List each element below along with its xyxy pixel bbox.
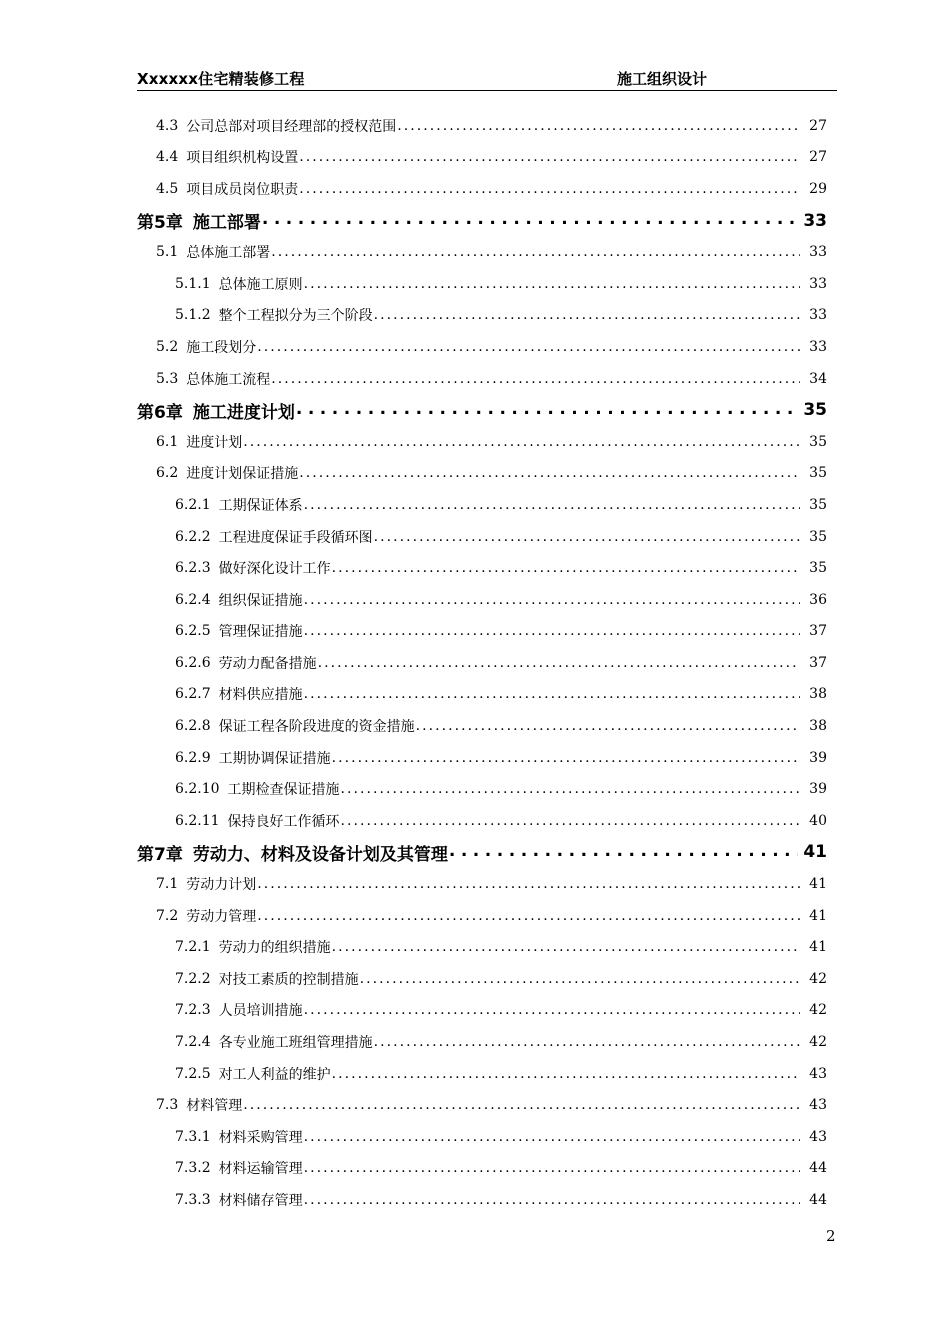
toc-entry-number: 6.2 <box>156 465 179 482</box>
toc-entry-page: 27 <box>809 149 827 166</box>
toc-entry[interactable] <box>137 584 827 616</box>
toc-entry-page: 35 <box>809 465 827 482</box>
toc-dot-leader <box>304 277 800 291</box>
toc-entry[interactable] <box>137 205 827 237</box>
page-number: 2 <box>826 1227 836 1245</box>
toc-dot-leader <box>416 719 800 733</box>
toc-entry[interactable] <box>137 1058 827 1090</box>
toc-entry-page: 33 <box>809 307 827 324</box>
header-project-title: Xxxxxx住宅精装修工程 <box>137 70 305 88</box>
toc-dot-leader <box>304 1003 800 1017</box>
toc-entry-page: 33 <box>809 275 827 292</box>
toc-dot-leader <box>341 782 800 796</box>
toc-entry[interactable] <box>137 931 827 963</box>
toc-entry-page: 44 <box>809 1191 827 1208</box>
toc-entry-title: 管理保证措施 <box>218 624 303 641</box>
table-of-contents <box>137 110 827 1216</box>
toc-entry-page: 33 <box>809 244 827 261</box>
toc-dot-leader <box>304 498 800 512</box>
header-document-title: 施工组织设计 <box>617 70 708 88</box>
toc-entry-page: 42 <box>809 970 827 987</box>
toc-entry-number: 4.4 <box>156 149 179 166</box>
toc-entry-number: 4.3 <box>156 117 179 134</box>
toc-entry-title: 工期协调保证措施 <box>218 750 331 767</box>
toc-entry-page: 38 <box>809 686 827 703</box>
toc-entry-number: 6.2.10 <box>175 781 220 798</box>
toc-entry[interactable] <box>137 458 827 490</box>
toc-entry-page: 41 <box>803 842 827 863</box>
toc-entry-number: 第7章 <box>137 844 183 865</box>
toc-entry[interactable] <box>137 1089 827 1121</box>
toc-entry-page: 34 <box>809 370 827 387</box>
toc-entry-number: 7.3 <box>156 1097 179 1114</box>
toc-entry-number: 7.1 <box>156 876 179 893</box>
toc-entry[interactable] <box>137 331 827 363</box>
toc-entry-number: 6.2.5 <box>175 623 211 640</box>
toc-entry[interactable] <box>137 110 827 142</box>
toc-entry-number: 7.3.1 <box>175 1128 211 1145</box>
toc-entry-number: 6.2.11 <box>175 812 220 829</box>
toc-entry-number: 6.2.6 <box>175 654 211 671</box>
toc-entry[interactable] <box>137 805 827 837</box>
toc-entry-page: 35 <box>803 400 827 421</box>
toc-entry-title: 材料供应措施 <box>218 687 303 704</box>
toc-dot-leader <box>243 1098 800 1112</box>
toc-dot-leader <box>304 593 800 607</box>
toc-entry-page: 43 <box>809 1065 827 1082</box>
toc-dot-leader <box>299 150 800 164</box>
toc-entry-title: 总体施工原则 <box>218 276 303 293</box>
toc-dot-leader <box>243 435 800 449</box>
toc-dot-leader <box>257 340 800 354</box>
toc-dot-leader <box>318 656 800 670</box>
toc-entry-title: 劳动力的组织措施 <box>218 940 331 957</box>
toc-entry-number: 6.1 <box>156 433 179 450</box>
toc-dot-leader <box>332 940 800 954</box>
toc-entry[interactable] <box>137 900 827 932</box>
toc-entry-title: 公司总部对项目经理部的授权范围 <box>186 118 397 135</box>
toc-entry-number: 5.1.1 <box>175 275 211 292</box>
toc-entry-title: 施工部署 <box>192 213 261 234</box>
toc-entry-page: 35 <box>809 496 827 513</box>
toc-entry-number: 第6章 <box>137 402 183 423</box>
toc-entry-page: 33 <box>803 210 827 231</box>
toc-entry-page: 33 <box>809 338 827 355</box>
toc-entry-number: 7.2.3 <box>175 1002 211 1019</box>
toc-entry-page: 35 <box>809 560 827 577</box>
toc-dot-leader <box>304 687 800 701</box>
toc-entry[interactable] <box>137 426 827 458</box>
toc-entry-number: 6.2.9 <box>175 749 211 766</box>
toc-entry-title: 劳动力计划 <box>186 877 257 894</box>
toc-dot-leader <box>374 308 800 322</box>
toc-entry[interactable] <box>137 773 827 805</box>
page-header <box>137 66 837 91</box>
toc-entry-number: 6.2.2 <box>175 528 211 545</box>
toc-entry-title: 组织保证措施 <box>218 592 303 609</box>
toc-entry-title: 对工人利益的维护 <box>218 1066 331 1083</box>
toc-entry-number: 5.1.2 <box>175 307 211 324</box>
toc-entry-number: 7.2.5 <box>175 1065 211 1082</box>
toc-entry-title: 总体施工部署 <box>186 245 271 262</box>
toc-entry-title: 整个工程拟分为三个阶段 <box>218 308 373 325</box>
toc-entry-page: 41 <box>809 939 827 956</box>
toc-entry[interactable] <box>137 394 827 426</box>
toc-entry-number: 6.2.7 <box>175 686 211 703</box>
toc-entry-title: 对技工素质的控制措施 <box>218 971 359 988</box>
toc-entry[interactable] <box>137 489 827 521</box>
toc-entry-title: 材料管理 <box>186 1098 243 1115</box>
toc-entry-page: 35 <box>809 528 827 545</box>
toc-entry[interactable] <box>137 868 827 900</box>
toc-entry-title: 人员培训措施 <box>218 1003 303 1020</box>
toc-dot-leader <box>332 751 800 765</box>
toc-dot-leader <box>397 119 800 133</box>
toc-dot-leader <box>304 624 800 638</box>
toc-entry-title: 劳动力管理 <box>186 908 257 925</box>
toc-entry-title: 进度计划 <box>186 434 243 451</box>
toc-entry-page: 29 <box>809 180 827 197</box>
toc-entry[interactable] <box>137 142 827 174</box>
toc-dot-leader <box>332 1067 800 1081</box>
toc-entry[interactable] <box>137 236 827 268</box>
toc-entry[interactable] <box>137 1026 827 1058</box>
toc-entry-number: 5.3 <box>156 370 179 387</box>
toc-entry[interactable] <box>137 552 827 584</box>
toc-entry-page: 38 <box>809 718 827 735</box>
toc-dot-leader <box>299 466 800 480</box>
toc-entry-number: 4.5 <box>156 180 179 197</box>
toc-entry-page: 44 <box>809 1160 827 1177</box>
toc-entry-page: 40 <box>809 812 827 829</box>
toc-entry-number: 6.2.3 <box>175 560 211 577</box>
toc-entry-title: 工期保证体系 <box>218 497 303 514</box>
toc-entry-number: 第5章 <box>137 213 183 234</box>
toc-entry[interactable] <box>137 742 827 774</box>
toc-dot-leader <box>374 1035 800 1049</box>
toc-entry-title: 劳动力、材料及设备计划及其管理 <box>192 844 448 865</box>
toc-entry[interactable] <box>137 1121 827 1153</box>
toc-entry-page: 42 <box>809 1002 827 1019</box>
toc-entry-title: 材料运输管理 <box>218 1161 303 1178</box>
toc-entry-title: 施工进度计划 <box>192 402 295 423</box>
toc-entry-number: 7.3.3 <box>175 1191 211 1208</box>
toc-entry[interactable] <box>137 995 827 1027</box>
toc-entry-number: 6.2.1 <box>175 496 211 513</box>
toc-entry-number: 7.2.2 <box>175 970 211 987</box>
toc-entry[interactable] <box>137 173 827 205</box>
toc-entry-page: 39 <box>809 781 827 798</box>
toc-entry-number: 7.2 <box>156 907 179 924</box>
toc-dot-leader <box>341 814 800 828</box>
toc-dot-leader <box>271 372 800 386</box>
toc-entry-number: 7.2.1 <box>175 939 211 956</box>
toc-entry-title: 项目成员岗位职责 <box>186 181 299 198</box>
toc-entry-title: 总体施工流程 <box>186 371 271 388</box>
toc-entry[interactable] <box>137 1153 827 1185</box>
toc-entry-page: 42 <box>809 1034 827 1051</box>
toc-entry-number: 5.2 <box>156 338 179 355</box>
toc-dot-leader <box>374 530 800 544</box>
toc-entry-title: 保持良好工作循环 <box>227 813 340 830</box>
toc-entry-number: 5.1 <box>156 244 179 261</box>
toc-dot-leader <box>304 1130 800 1144</box>
toc-entry[interactable] <box>137 837 827 869</box>
toc-entry-title: 工程进度保证手段循环图 <box>218 529 373 546</box>
toc-entry[interactable] <box>137 647 827 679</box>
toc-entry-page: 41 <box>809 907 827 924</box>
toc-entry-page: 36 <box>809 591 827 608</box>
toc-entry-title: 保证工程各阶段进度的资金措施 <box>218 719 415 736</box>
toc-entry[interactable] <box>137 963 827 995</box>
toc-entry-page: 35 <box>809 433 827 450</box>
toc-entry-page: 41 <box>809 876 827 893</box>
toc-entry-title: 劳动力配备措施 <box>218 655 317 672</box>
toc-entry-title: 项目组织机构设置 <box>186 150 299 167</box>
toc-entry-page: 43 <box>809 1097 827 1114</box>
toc-entry-title: 做好深化设计工作 <box>218 561 331 578</box>
toc-entry[interactable] <box>137 300 827 332</box>
toc-entry-page: 27 <box>809 117 827 134</box>
toc-entry[interactable] <box>137 710 827 742</box>
toc-entry[interactable] <box>137 521 827 553</box>
toc-dot-leader <box>262 211 798 230</box>
toc-entry[interactable] <box>137 268 827 300</box>
toc-entry-title: 工期检查保证措施 <box>227 782 340 799</box>
toc-entry-page: 39 <box>809 749 827 766</box>
toc-dot-leader <box>449 843 798 862</box>
toc-entry-title: 各专业施工班组管理措施 <box>218 1035 373 1052</box>
toc-entry-number: 7.2.4 <box>175 1034 211 1051</box>
toc-dot-leader <box>271 245 800 259</box>
toc-dot-leader <box>304 1193 800 1207</box>
toc-dot-leader <box>296 401 798 420</box>
toc-entry-page: 37 <box>809 654 827 671</box>
toc-entry-title: 施工段划分 <box>186 339 257 356</box>
toc-dot-leader <box>257 877 800 891</box>
toc-entry-title: 进度计划保证措施 <box>186 466 299 483</box>
toc-entry-number: 7.3.2 <box>175 1160 211 1177</box>
toc-entry-number: 6.2.8 <box>175 718 211 735</box>
toc-dot-leader <box>332 561 800 575</box>
toc-entry-page: 43 <box>809 1128 827 1145</box>
toc-entry[interactable] <box>137 679 827 711</box>
toc-dot-leader <box>299 182 800 196</box>
toc-entry-number: 6.2.4 <box>175 591 211 608</box>
toc-entry-title: 材料储存管理 <box>218 1192 303 1209</box>
toc-entry-page: 37 <box>809 623 827 640</box>
toc-dot-leader <box>360 972 800 986</box>
toc-entry-title: 材料采购管理 <box>218 1129 303 1146</box>
toc-entry[interactable] <box>137 616 827 648</box>
toc-entry[interactable] <box>137 363 827 395</box>
toc-entry[interactable] <box>137 1184 827 1216</box>
toc-dot-leader <box>304 1161 800 1175</box>
toc-dot-leader <box>257 909 800 923</box>
